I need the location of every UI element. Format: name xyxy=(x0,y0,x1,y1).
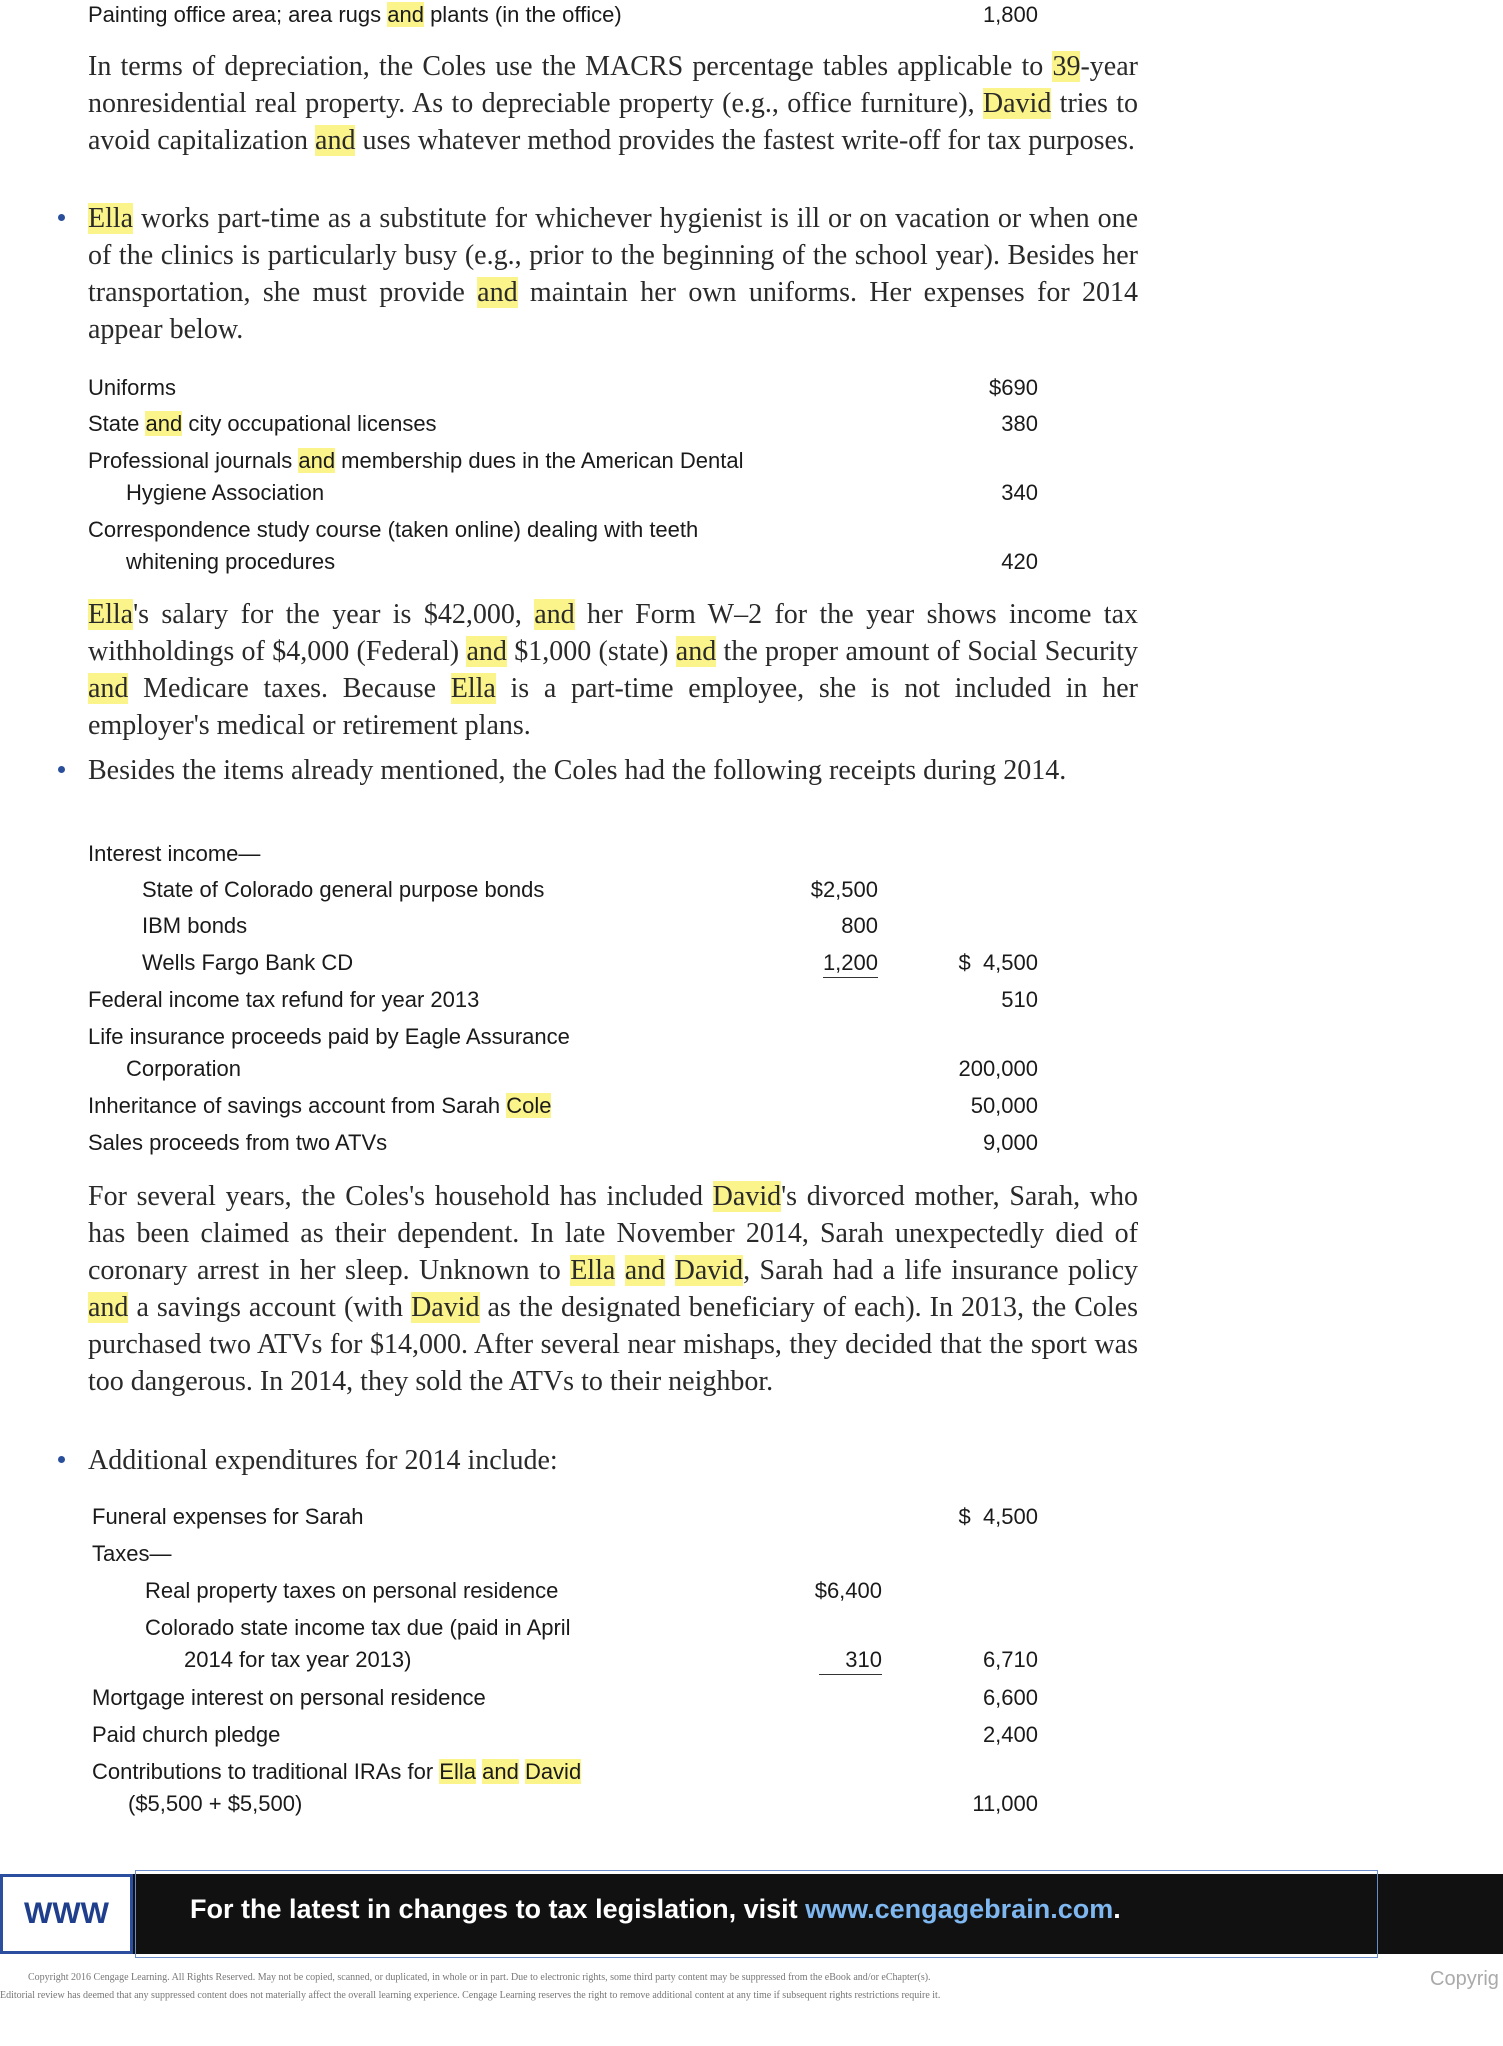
paragraph-depreciation: In terms of depreciation, the Coles use the MACRS percentage tables applicable to 39-year nonresidential real property. As to depreciable property (e.g., office furniture), David tries to avoid capitalization and uses whatever method provides the fastest write-off for tax purposes. xyxy=(88,51,1138,156)
bullet-icon xyxy=(56,752,68,764)
table-row xyxy=(92,1615,1038,1645)
table-row xyxy=(88,950,1038,980)
banner-period: . xyxy=(1113,1894,1121,1924)
row-label: Sales proceeds from two ATVs xyxy=(88,1130,388,1155)
row-total: $ 4,500 xyxy=(958,950,1038,975)
paragraph-sarah: For several years, the Coles's household has included David's divorced mother, Sarah, who has been claimed as their dependent. In late November 2014, Sarah unexpectedly died of coronary arrest in her sleep. Unknown to Ella and David, Sarah had a life insurance policy and a savings account (with David as the designated beneficiary of each). In 2013, the Coles purchased two ATVs for $14,000. After several near mishaps, they decided that the sport was too dangerous. In 2014, they sold the ATVs to their neighbor. xyxy=(88,1181,1139,1397)
tax-legislation-banner xyxy=(0,1874,1503,1954)
row-label: Painting office area; area rugs and plants (in the office) xyxy=(88,2,622,27)
row-label: Real property taxes on personal residence xyxy=(145,1578,559,1603)
table-row xyxy=(88,1056,1038,1086)
row-amount: 800 xyxy=(841,913,878,938)
row-value: $690 xyxy=(989,375,1038,400)
cengagebrain-link[interactable]: www.cengagebrain.com xyxy=(805,1894,1114,1924)
paragraph-ella: Ella works part-time as a substitute for whichever hygienist is ill or on vacation or when one of the clinics is particularly busy (e.g., prior to the beginning of the school year). Besides her transportation, she must provide and maintain her own uniforms. Her expenses for 2014 appear below. xyxy=(88,203,1138,345)
row-value: 50,000 xyxy=(970,1093,1038,1118)
row-value: 2,400 xyxy=(982,1722,1038,1747)
table-row xyxy=(92,1504,1038,1534)
row-value: 1,800 xyxy=(982,2,1038,27)
paragraph-receipts: Besides the items already mentioned, the Coles had the following receipts during 2014. xyxy=(88,755,1067,786)
bullet-icon xyxy=(56,1442,68,1454)
table-row xyxy=(92,1647,1038,1677)
row-label: IBM bonds xyxy=(142,913,248,938)
table-row xyxy=(88,2,1038,32)
table-row xyxy=(88,375,1038,405)
paragraph-salary: Ella's salary for the year is $42,000, and her Form W–2 for the year shows income tax withholdings of $4,000 (Federal) and $1,000 (state) and the proper amount of Social Security and Medicare taxes. Because Ella is a part-time employee, she is not included in her employer's medical or retirement plans. xyxy=(88,599,1138,741)
table-row xyxy=(92,1722,1038,1752)
row-label: 2014 for tax year 2013) xyxy=(184,1647,412,1672)
row-label: Inheritance of savings account from Sarah Cole xyxy=(88,1093,552,1118)
table-row xyxy=(88,549,1038,579)
table-row xyxy=(88,1093,1038,1123)
row-amount: 310 xyxy=(819,1647,882,1675)
table-row xyxy=(92,1759,1038,1789)
copyright-notice: Copyright 2016 Cengage Learning. All Rights Reserved. May not be copied, scanned, or duplicated, in whole or in part. Due to electronic rights, some third party content may be suppressed from the eBook and/or eChapter(s). xyxy=(28,1972,931,1983)
table-row xyxy=(92,1541,1038,1571)
row-value: 420 xyxy=(1001,549,1038,574)
row-label: Paid church pledge xyxy=(92,1722,281,1747)
row-label: Contributions to traditional IRAs for Ella and David xyxy=(92,1759,582,1784)
table-row xyxy=(88,411,1038,441)
row-label: State of Colorado general purpose bonds xyxy=(142,877,545,902)
table-row xyxy=(88,841,1038,871)
row-label: Uniforms xyxy=(88,375,177,400)
row-label: Taxes— xyxy=(92,1541,172,1566)
table-row xyxy=(88,1130,1038,1160)
row-label: Corporation xyxy=(126,1056,241,1081)
table-row xyxy=(88,480,1038,510)
row-label: State and city occupational licenses xyxy=(88,411,437,436)
bullet-icon xyxy=(56,200,68,212)
row-amount: 1,200 xyxy=(823,950,878,978)
banner-message: For the latest in changes to tax legislation, visit xyxy=(190,1894,806,1924)
row-label: Federal income tax refund for year 2013 xyxy=(88,987,480,1012)
row-label: Hygiene Association xyxy=(126,480,325,505)
table-row xyxy=(88,987,1038,1017)
copyright-tag: Copyrig xyxy=(1430,1968,1499,1990)
row-label: whitening procedures xyxy=(126,549,336,574)
table-row xyxy=(88,1024,1038,1054)
row-label: Professional journals and membership dues in the American Dental xyxy=(88,448,744,473)
table-row xyxy=(92,1578,1038,1608)
table-row xyxy=(88,877,1038,907)
paragraph-additional: Additional expenditures for 2014 include: xyxy=(88,1445,558,1476)
row-value: 380 xyxy=(1001,411,1038,436)
table-row xyxy=(92,1791,1038,1821)
row-amount: $6,400 xyxy=(814,1578,882,1603)
table-row xyxy=(88,448,1038,478)
row-total: 6,710 xyxy=(982,1647,1038,1672)
row-label: Interest income— xyxy=(88,841,261,866)
row-label: Life insurance proceeds paid by Eagle Assurance xyxy=(88,1024,570,1049)
table-row xyxy=(92,1685,1038,1715)
row-value: $ 4,500 xyxy=(958,1504,1038,1529)
row-value: 200,000 xyxy=(958,1056,1038,1081)
table-row xyxy=(88,517,1038,547)
row-value: 9,000 xyxy=(982,1130,1038,1155)
row-label: ($5,500 + $5,500) xyxy=(128,1791,303,1816)
row-value: 510 xyxy=(1001,987,1038,1012)
row-label: Mortgage interest on personal residence xyxy=(92,1685,486,1710)
row-value: 11,000 xyxy=(972,1791,1038,1816)
row-amount: $2,500 xyxy=(810,877,878,902)
editorial-notice: Editorial review has deemed that any suppressed content does not materially affect the overall learning experience. Cengage Learning reserves the right to remove additional content at any time if subsequent rights restrictions require it. xyxy=(0,1990,941,2001)
table-row xyxy=(88,913,1038,943)
row-label: Correspondence study course (taken online) dealing with teeth xyxy=(88,517,699,542)
row-label: Wells Fargo Bank CD xyxy=(142,950,354,975)
row-value: 340 xyxy=(1001,480,1038,505)
row-label: Colorado state income tax due (paid in April xyxy=(145,1615,571,1640)
row-label: Funeral expenses for Sarah xyxy=(92,1504,364,1529)
www-icon: WWW xyxy=(0,1874,133,1954)
banner-text xyxy=(190,1894,1121,1925)
row-value: 6,600 xyxy=(982,1685,1038,1710)
